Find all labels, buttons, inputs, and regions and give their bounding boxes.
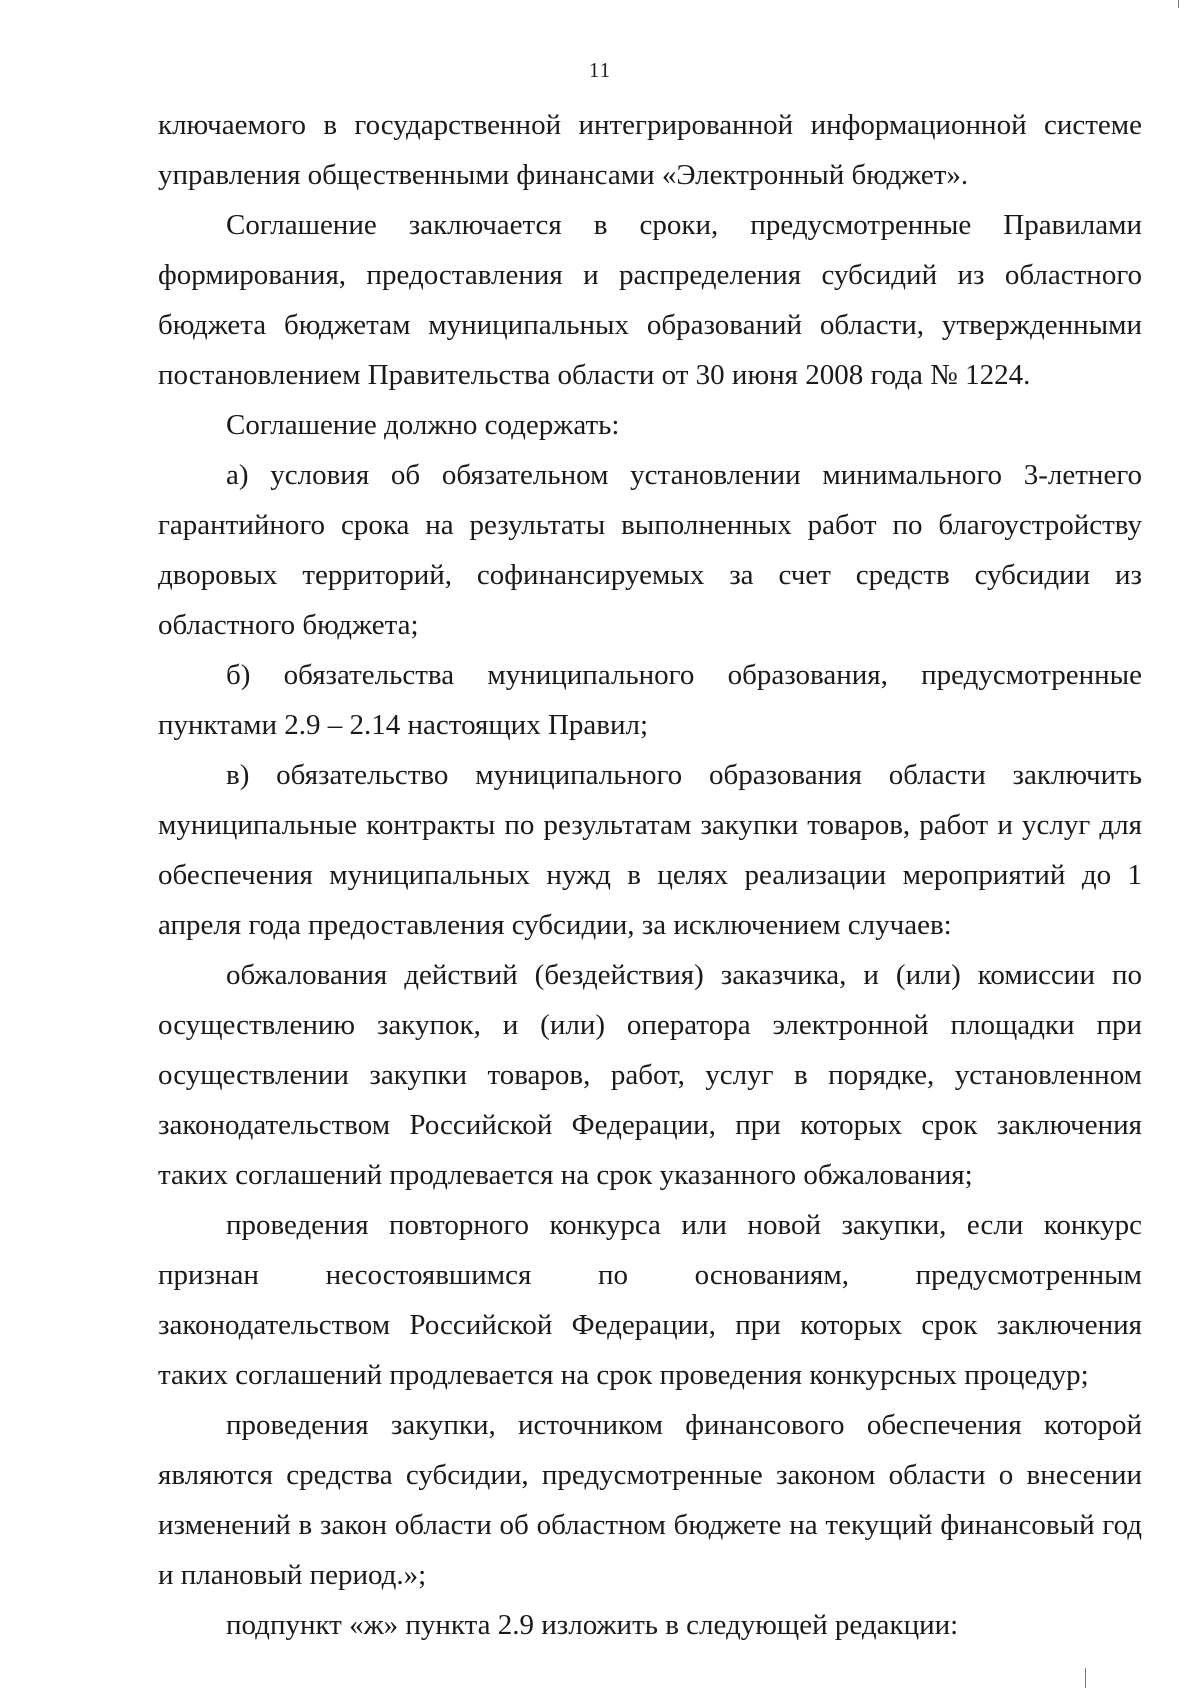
paragraph-exception-procurement: проведения закупки, источником финансового обеспечения которой являются средства субсидии, предусмотренные законом области о внесении изменений в закон области об областном бюджете на текущий финансовый год и плановый период.»; — [158, 1409, 1142, 1591]
scan-mark-top — [1178, 0, 1179, 8]
paragraph-item-a: а) условия об обязательном установлении минимального 3-летнего гарантийного срока на результаты выполненных работ по благоустройству дворовых территорий, софинансируемых за счет средств субсидии из областного бюджета; — [158, 459, 1142, 641]
paragraph-item-b: б) обязательства муниципального образования, предусмотренные пунктами 2.9 – 2.14 настоящих Правил; — [158, 659, 1142, 741]
paragraph-continuation: ключаемого в государственной интегрированной информационной системе управления общественными финансами «Электронный бюджет». — [158, 109, 1142, 191]
paragraph-subitem-zh: подпункт «ж» пункта 2.9 изложить в следующей редакции: — [226, 1609, 959, 1641]
paragraph-item-v: в) обязательство муниципального образования области заключить муниципальные контракты по результатам закупки товаров, работ и услуг для обеспечения муниципальных нужд в целях реализации мероприятий до 1 апреля года предоставления субсидии, за исключением случаев: — [158, 759, 1142, 941]
paragraph-agreement-terms: Соглашение заключается в сроки, предусмотренные Правилами формирования, предоставления и распределения субсидий из областного бюджета бюджетам муниципальных образований области, утвержденными постановлением Правительства области от 30 июня 2008 года № 1224. — [158, 209, 1142, 391]
scan-mark-bottom — [1085, 1668, 1086, 1688]
paragraph-agreement-contents: Соглашение должно содержать: — [226, 409, 620, 441]
paragraph-exception-appeal: обжалования действий (бездействия) заказчика, и (или) комиссии по осуществлению закупок, и (или) оператора электронной площадки при осуществлении закупки товаров, работ, услуг в порядке, установленном законодательством Российской Федерации, при которых срок заключения таких соглашений продлевается на срок указанного обжалования; — [158, 959, 1142, 1191]
paragraph-exception-repeat-tender: проведения повторного конкурса или новой закупки, если конкурс признан несостоявшимся по основаниям, предусмотренным законодательством Российской Федерации, при которых срок заключения таких соглашений продлевается на срок проведения конкурсных процедур; — [158, 1209, 1142, 1391]
document-body — [158, 100, 1142, 1650]
page-number: 11 — [588, 58, 612, 82]
